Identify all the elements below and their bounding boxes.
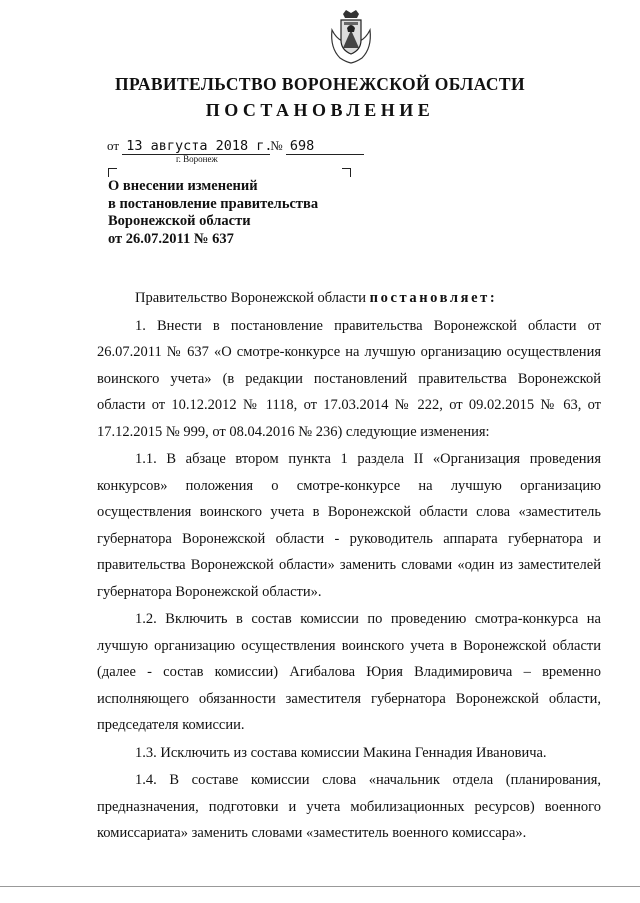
subject-line: О внесении изменений — [108, 178, 258, 194]
city-label: г. Воронеж — [176, 154, 218, 164]
document-date: 13 августа 2018 г. — [122, 138, 270, 155]
coat-of-arms-icon — [326, 8, 376, 64]
subject-corner-left — [108, 168, 117, 177]
paragraph-1-1: 1.1. В абзаце втором пункта 1 раздела II «Организация проведения конкурсов» положения о смотре-конкурсе на лучшую организацию осуществления воинского учета в Воронежской области слова «заместитель губернатора Воронежской области - руководитель аппарата губернатора и правительства Воронежской области» заменить словами «один из заместителей губернатора Воронежской области». — [97, 451, 601, 600]
page-bottom-rule — [0, 886, 640, 887]
organization-title: ПРАВИТЕЛЬСТВО ВОРОНЕЖСКОЙ ОБЛАСТИ — [114, 74, 526, 94]
date-number-line — [107, 138, 364, 155]
paragraph-1-4: 1.4. В составе комиссии слова «начальник отдела (планирования, предназначения, подготовки и учета мобилизационных ресурсов) военного комиссариата» заменить словами «заместитель военного комиссара». — [97, 772, 601, 841]
document-subject — [108, 178, 318, 248]
document-number: 698 — [286, 138, 364, 155]
intro-paragraph — [97, 285, 601, 312]
intro-decree-word: постановляет: — [369, 290, 498, 306]
document-body — [97, 285, 601, 848]
intro-text: Правительство Воронежской области — [135, 290, 370, 306]
paragraph-1-2: 1.2. Включить в состав комиссии по проведению смотра-конкурса на лучшую организацию осуществления воинского учета в Воронежской области (далее - состав комиссии) Агибалова Юрия Владимировича – временно исполняющего обязанности заместителя губернатора Воронежской области, председателя комиссии. — [97, 611, 601, 733]
paragraph-1-3: 1.3. Исключить из состава комиссии Макина Геннадия Ивановича. — [135, 744, 547, 761]
paragraph-1: 1. Внести в постановление правительства Воронежской области от 26.07.2011 № 637 «О смотре-конкурсе на лучшую организацию осуществления воинского учета» (в редакции постановлений правительства Воронежской области от 10.12.2012 № 1118, от 17.03.2014 № 222, от 09.02.2015 № 63, от 17.12.2015 № 999, от 08.04.2016 № 236) следующие изменения: — [97, 317, 601, 440]
number-prefix: № — [270, 138, 283, 153]
document-type: ПОСТАНОВЛЕНИЕ — [205, 100, 435, 120]
subject-line: от 26.07.2011 № 637 — [108, 230, 234, 247]
subject-line: в постановление правительства — [108, 195, 319, 212]
subject-corner-right — [342, 168, 351, 177]
date-prefix: от — [107, 138, 120, 153]
subject-line: Воронежской области — [108, 213, 251, 229]
